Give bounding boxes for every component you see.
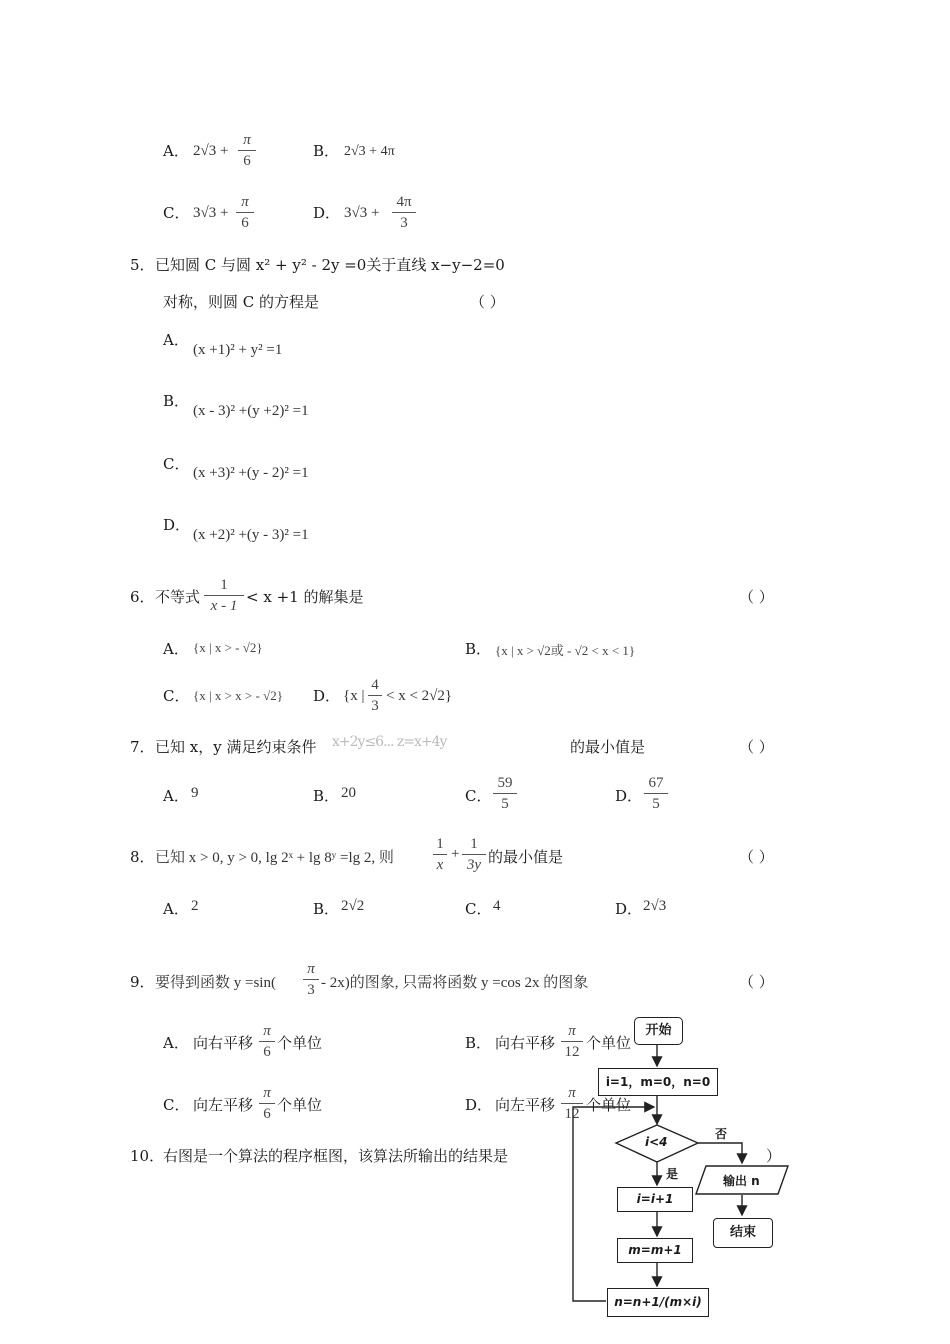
q5-option-a-expr: (x +1)² + y² =1 <box>193 342 283 358</box>
q8-stem-pre: 已知 x > 0, y > 0, lg 2ˣ + lg 8ʸ =lg 2, 则 <box>155 850 394 866</box>
q9-option-a-label: A． <box>163 1034 189 1052</box>
q7-number: 7． <box>130 738 155 756</box>
q6-option-b-expr: {x | x > √2或 - √2 < x < 1} <box>495 643 636 658</box>
q6-answer-paren: （ ） <box>739 588 774 606</box>
q9-stem-pre: 要得到函数 y =sin( <box>155 975 276 991</box>
q7-option-b-label: B． <box>313 787 340 805</box>
q8-option-a-value: 2 <box>191 898 199 914</box>
q4-option-c-label: C． <box>163 204 190 222</box>
q9-stem-post: - 2x)的图象, 只需将函数 y =cos 2x 的图象 <box>321 975 589 991</box>
q9-option-b-post: 个单位 <box>586 1034 632 1052</box>
q8-option-d-value: 2√3 <box>643 898 667 914</box>
flowchart-yes-label: 是 <box>666 1167 679 1181</box>
q7-option-c-label: C． <box>465 787 492 805</box>
flowchart-init: i=1，m=0，n=0 <box>598 1068 718 1096</box>
q8-fraction-1: 1 x <box>433 835 447 874</box>
q4-option-a-fraction: π 6 <box>238 131 256 170</box>
q7-option-b-value: 20 <box>341 785 356 801</box>
flowchart-start: 开始 <box>634 1017 683 1045</box>
q6-fraction: 1 x - 1 <box>204 576 244 615</box>
q10-stem: 右图是一个算法的程序框图，该算法所输出的结果是 <box>163 1147 509 1165</box>
q4-option-d-fraction: 4π 3 <box>392 193 416 232</box>
q5-option-d-expr: (x +2)² +(y - 3)² =1 <box>193 527 309 543</box>
q7-stem-post: 的最小值是 <box>570 738 646 756</box>
flowchart-step-n: n=n+1/(m×i) <box>607 1288 709 1317</box>
q9-option-d-post: 个单位 <box>586 1096 632 1114</box>
flowchart-output: 输出 n <box>723 1174 760 1188</box>
q8-option-a-label: A． <box>163 900 189 918</box>
q9-option-a-fraction: π 6 <box>259 1022 275 1061</box>
q5-option-c-label: C． <box>163 455 190 473</box>
q10-answer-paren: ） <box>766 1147 782 1165</box>
flowchart-condition: i<4 <box>645 1135 668 1149</box>
q7-option-a-value: 9 <box>191 785 199 801</box>
q10-number: 10． <box>130 1147 165 1165</box>
arrow-cond-no <box>698 1143 742 1163</box>
q5-number: 5． <box>130 256 155 274</box>
q7-stem-pre: 已知 x，y 满足约束条件 <box>155 738 317 756</box>
q9-option-c-post: 个单位 <box>277 1096 323 1114</box>
q9-option-a-post: 个单位 <box>277 1034 323 1052</box>
q9-option-c-pre: 向左平移 <box>193 1096 254 1114</box>
q8-option-b-label: B． <box>313 900 340 918</box>
flowchart-no-label: 否 <box>715 1127 728 1141</box>
q5-option-c-expr: (x +3)² +(y - 2)² =1 <box>193 465 309 481</box>
q5-answer-paren: （ ） <box>470 293 505 311</box>
q9-option-d-fraction: π 12 <box>561 1084 583 1123</box>
q6-stem-post: < x +1 的解集是 <box>246 588 364 606</box>
q9-option-a-pre: 向右平移 <box>193 1034 254 1052</box>
q9-fraction: π 3 <box>303 960 319 999</box>
q9-option-b-pre: 向右平移 <box>495 1034 556 1052</box>
q4-option-a-label: A． <box>163 142 189 160</box>
q7-option-d-fraction: 67 5 <box>644 774 668 813</box>
q8-answer-paren: （ ） <box>739 848 774 866</box>
q9-number: 9． <box>130 973 155 991</box>
q4-option-a-expr: 2√3 + <box>193 143 229 159</box>
q5-option-b-label: B． <box>163 392 190 410</box>
q4-option-d-label: D． <box>313 204 341 222</box>
q6-stem-pre: 不等式 <box>155 588 201 606</box>
q8-option-c-label: C． <box>465 900 492 918</box>
q9-option-d-label: D． <box>465 1096 493 1114</box>
q6-option-d-fraction: 4 3 <box>368 676 382 715</box>
q7-option-c-fraction: 59 5 <box>493 774 517 813</box>
q8-number: 8． <box>130 848 155 866</box>
q7-answer-paren: （ ） <box>739 738 774 756</box>
q9-option-c-fraction: π 6 <box>259 1084 275 1123</box>
q9-option-c-label: C． <box>163 1096 190 1114</box>
q6-option-d-expr-post: < x < 2√2} <box>386 688 453 704</box>
q6-option-c-expr: {x | x > x > - √2} <box>193 688 283 703</box>
q7-option-d-label: D． <box>615 787 643 805</box>
q9-option-d-pre: 向左平移 <box>495 1096 556 1114</box>
q6-option-d-label: D． <box>313 687 341 705</box>
q6-option-a-expr: {x | x > - √2} <box>193 640 263 655</box>
q5-stem-line2: 对称，则圆 C 的方程是 <box>163 293 320 311</box>
q5-option-a-label: A． <box>163 331 189 349</box>
q6-number: 6． <box>130 588 155 606</box>
q6-option-c-label: C． <box>163 687 190 705</box>
q8-stem-post: 的最小值是 <box>488 848 564 866</box>
q9-option-b-label: B． <box>465 1034 492 1052</box>
q9-option-b-fraction: π 12 <box>561 1022 583 1061</box>
q8-option-c-value: 4 <box>493 898 501 914</box>
q5-option-d-label: D． <box>163 516 191 534</box>
q8-option-d-label: D． <box>615 900 643 918</box>
q4-option-d-expr: 3√3 + <box>344 205 380 221</box>
flowchart-end: 结束 <box>713 1218 773 1248</box>
q5-stem-line1: 已知圆 C 与圆 x² + y² - 2y =0关于直线 x−y−2=0 <box>155 256 505 274</box>
q6-option-d-expr-pre: {x | <box>343 688 365 704</box>
flowchart-step-m: m=m+1 <box>617 1238 693 1263</box>
flowchart-step-i: i=i+1 <box>617 1187 693 1212</box>
q4-option-b-label: B． <box>313 142 340 160</box>
q9-answer-paren: （ ） <box>739 973 774 991</box>
q4-option-c-expr: 3√3 + <box>193 205 229 221</box>
q8-fraction-2: 1 3y <box>462 835 486 874</box>
q7-option-a-label: A． <box>163 787 189 805</box>
q6-option-b-label: B． <box>465 640 492 658</box>
q8-plus: + <box>451 846 460 862</box>
q6-option-a-label: A． <box>163 640 189 658</box>
q8-option-b-value: 2√2 <box>341 898 365 914</box>
q4-option-b-expr: 2√3 + 4π <box>344 144 395 159</box>
q7-constraint-garbled: x+2y≤6... z=x+4y <box>332 734 447 750</box>
q5-option-b-expr: (x - 3)² +(y +2)² =1 <box>193 403 309 419</box>
q4-option-c-fraction: π 6 <box>236 193 254 232</box>
